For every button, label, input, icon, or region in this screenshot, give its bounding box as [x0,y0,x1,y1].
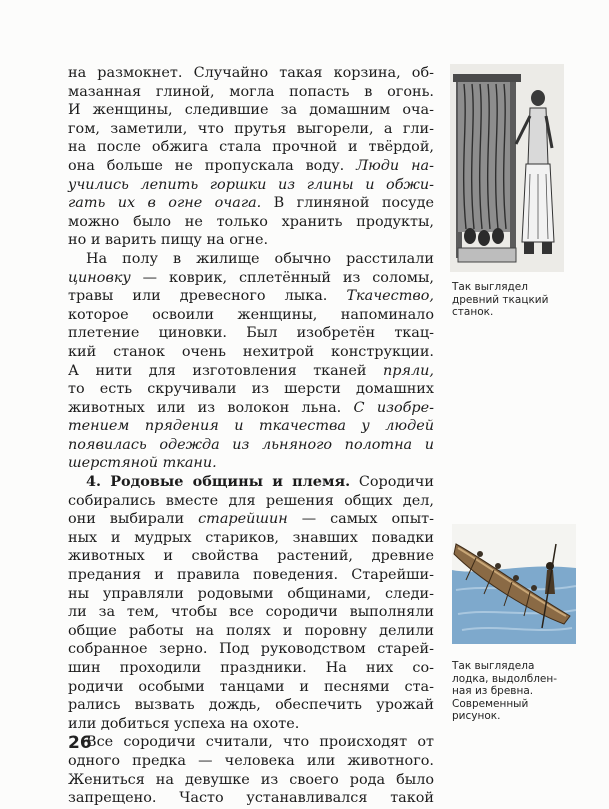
text-line [68,83,434,102]
text-run: На полу в жилище обычно расстилали [86,250,434,267]
paragraph [68,64,434,250]
paragraph [68,473,434,733]
text-run: она больше не пропускала воду. [68,157,357,174]
text-run: родичи особыми танцами и песнями ста- [68,678,434,695]
text-run: — коврик, сплетённый из соломы, [130,269,434,286]
text-line [68,250,434,269]
emphasis-text: тением прядения и ткачества у людей [68,418,434,435]
text-line [68,510,434,529]
text-line [68,101,434,120]
emphasis-text: учились лепить горшки из глины и обжи- [68,176,434,193]
text-line [68,120,434,139]
text-run: или добиться успеха на охоте. [68,715,300,732]
text-line [68,64,434,83]
boat-illustration [452,524,576,644]
text-run: то есть скручивали из шерсти домашних [68,381,434,398]
text-line [68,343,434,362]
text-line [68,492,434,511]
text-line [68,473,434,492]
caption-line: ная из бревна. [452,685,534,697]
text-line [68,715,434,734]
text-run: на размокнет. Случайно такая корзина, об- [68,65,434,81]
text-run: кий станок очень нехитрой конструкции. [68,343,434,360]
text-run: одного предка — человека или животного. [68,752,434,769]
text-run: которое освоили женщины, напоминало [68,306,434,323]
text-line [68,659,434,678]
text-line [68,696,434,715]
text-run: плетение циновки. Был изобретён ткац- [68,325,434,342]
text-run: А нити для изготовления тканей [68,362,383,379]
text-run: предания и правила поведения. Старейши- [68,567,434,584]
text-run: Все сородичи считали, что происходят от [86,734,434,751]
text-run: Жениться на девушке из своего рода было [68,771,434,788]
text-run: ны управляли родовыми общинами, следи- [68,585,434,602]
emphasis-text: циновку [68,269,131,286]
text-line [68,622,434,641]
section-heading: 4. Родовые общины и племя. [86,473,351,491]
text-run: гом, заметили, что прутья выгорели, а гли- [68,120,434,137]
text-line [68,269,434,288]
text-line [68,454,434,473]
text-run: запрещено. Часто устанавливался такой [68,790,434,807]
text-run: собирались вместе для решения общих дел, [68,492,434,509]
text-run: можно было не только хранить продукты, [68,213,434,230]
text-line [68,194,434,213]
text-run: они выбирали [68,511,199,528]
emphasis-text: гать их в огне очага. [68,195,262,212]
text-line [68,213,434,232]
caption-line: древний ткацкий [452,293,549,306]
text-line [68,678,434,697]
caption-line: Так выглядела [452,660,535,672]
text-line [68,585,434,604]
text-line [68,231,434,250]
caption-line: лодка, выдолблен- [452,672,558,685]
text-line [68,752,434,771]
text-line [68,362,434,381]
text-run: В глиняной посуде [261,195,434,212]
text-line [68,640,434,659]
emphasis-text: шерстяной ткани. [68,455,217,472]
text-run: — самых опыт- [287,511,434,528]
text-run: И женщины, следившие за домашним оча- [68,102,434,119]
text-line [68,789,434,808]
text-line [68,566,434,585]
text-line [68,547,434,566]
text-run: Сородичи [350,474,434,491]
text-run: шин проходили праздники. На них со- [68,660,434,676]
text-line [68,176,434,195]
text-line [68,380,434,399]
emphasis-text: пряли, [382,362,434,379]
text-line [68,733,434,752]
text-run: животных или из волокон льна. [68,399,354,416]
text-line [68,324,434,343]
caption-line: Так выглядел [452,281,528,293]
emphasis-text: С изобре- [353,399,434,416]
text-line [68,529,434,548]
text-line [68,417,434,436]
emphasis-text: Ткачество, [346,288,434,305]
text-run: но и варить пищу на огне. [68,232,269,249]
text-run: на после обжига стала прочной и твёрдой, [68,139,434,156]
emphasis-text: появилась одежда из льняного полотна и [68,436,434,453]
emphasis-text: старейшин [198,511,288,528]
text-line [68,436,434,455]
paragraph [68,250,434,473]
boat-caption [452,660,602,723]
text-run: ли за тем, чтобы все сородичи выполняли [68,604,434,621]
text-run: мазанная глиной, могла попасть в огонь. [68,83,434,100]
text-line [68,771,434,790]
caption-line: рисунок. [452,710,501,722]
text-run: ных и мудрых стариков, знавших повадки [68,529,434,546]
text-line [68,603,434,622]
caption-line: Современный [452,697,529,710]
text-run: травы или древесного лыка. [68,288,347,305]
text-run: рались вызвать дождь, обеспечить урожай [68,697,434,714]
caption-line: станок. [452,306,494,318]
text-run: животных и свойства растений, древние [68,548,434,565]
text-run: общие работы на полях и поровну делили [68,622,434,639]
text-line [68,399,434,418]
page-number: 26 [68,733,92,753]
loom-illustration [450,64,564,272]
loom-caption [452,281,602,319]
main-text [68,64,434,808]
paragraph [68,733,434,807]
text-run: собранное зерно. Под руководством старей- [68,641,434,658]
text-line [68,306,434,325]
emphasis-text: Люди на- [356,157,434,174]
text-line [68,287,434,306]
text-line [68,138,434,157]
text-line [68,157,434,176]
